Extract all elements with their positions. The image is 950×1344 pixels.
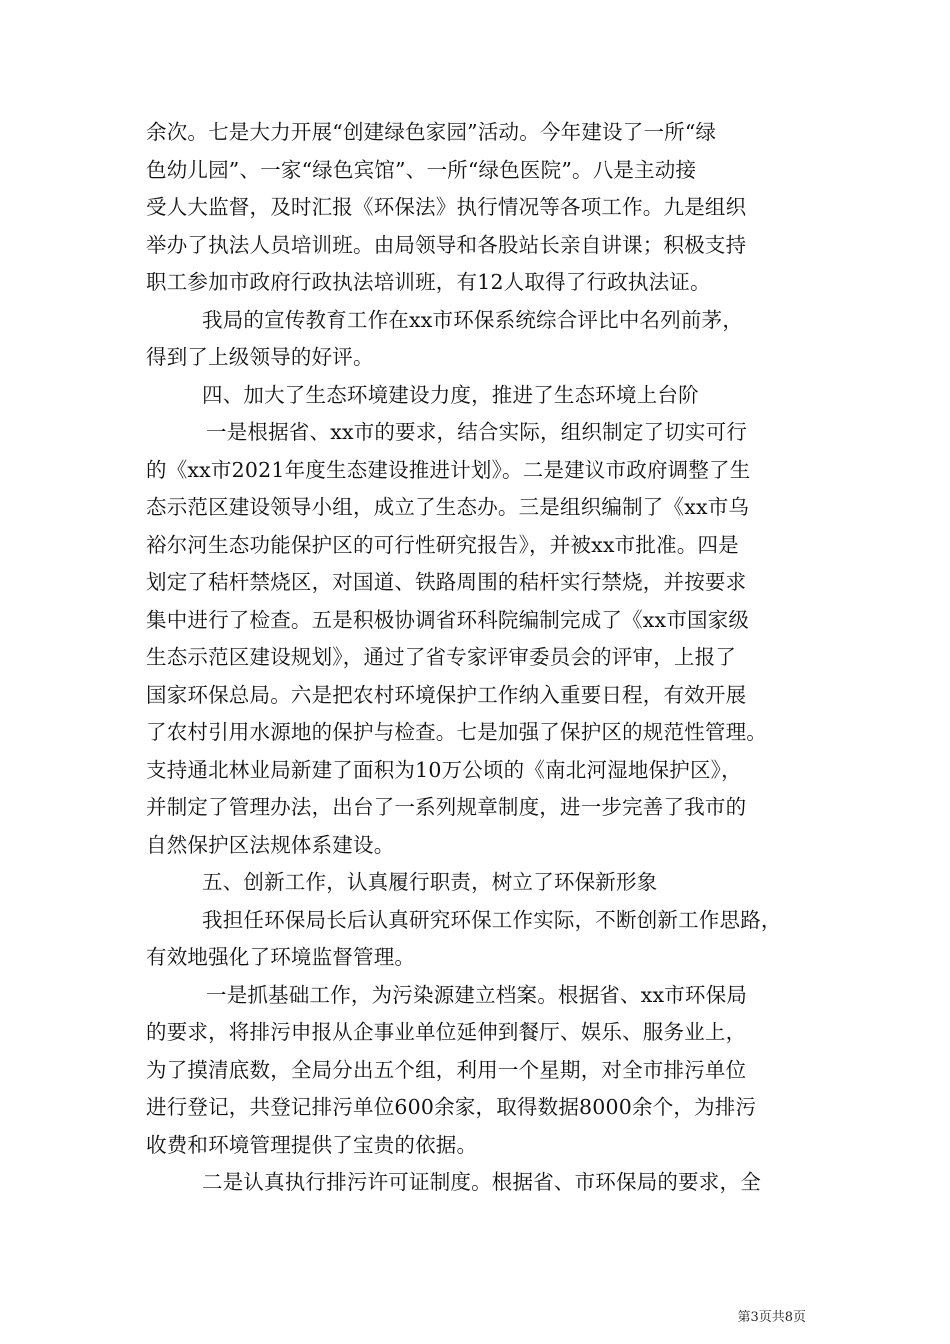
text-line: 态示范区建设领导小组，成立了生态办。三是组织编制了《xx市乌 bbox=[146, 495, 750, 519]
text-line: 得到了上级领导的好评。 bbox=[146, 345, 374, 369]
text-line: 举办了执法人员培训班。由局领导和各股站长亲自讲课；积极支持 bbox=[146, 232, 747, 257]
text-line: 我局的宣传教育工作在xx市环保系统综合评比中名列前茅， bbox=[202, 307, 744, 332]
text-line: 支持通北林业局新建了面积为10万公顷的《南北河湿地保护区》， bbox=[146, 757, 742, 782]
text-line: 的要求，将排污申报从企事业单位延伸到餐厅、娱乐、服务业上， bbox=[146, 1020, 747, 1044]
text-line: 划定了秸杆禁烧区，对国道、铁路周围的秸杆实行禁烧，并按要求 bbox=[146, 570, 747, 594]
text-line: 国家环保总局。六是把农村环境保护工作纳入重要日程，有效开展 bbox=[146, 682, 747, 707]
text-line: 生态示范区建设规划》，通过了省专家评审委员会的评审，上报了 bbox=[146, 645, 737, 669]
text-line: 余次。七是大力开展“创建绿色家园”活动。今年建设了一所“绿 bbox=[146, 120, 717, 144]
text-line: 我担任环保局长后认真研究环保工作实际，不断创新工作思路， bbox=[202, 907, 782, 932]
section-heading: 五、创新工作，认真履行职责，树立了环保新形象 bbox=[202, 870, 658, 894]
text-line: 集中进行了检查。五是积极协调省环科院编制完成了《xx市国家级 bbox=[146, 607, 750, 632]
text-line: 裕尔河生态功能保护区的可行性研究报告》，并被xx市批准。四是 bbox=[146, 532, 739, 557]
text-line: 一是抓基础工作，为污染源建立档案。根据省、xx市环保局 bbox=[206, 982, 748, 1007]
text-line: 为了摸清底数，全局分出五个组，利用一个星期，对全市排污单位 bbox=[146, 1057, 747, 1082]
text-line: 二是认真执行排污许可证制度。根据省、市环保局的要求，全 bbox=[202, 1170, 761, 1194]
text-line: 收费和环境管理提供了宝贵的依据。 bbox=[146, 1132, 478, 1157]
text-line: 并制定了管理办法，出台了一系列规章制度，进一步完善了我市的 bbox=[146, 795, 747, 819]
text-line: 的《xx市2021年度生态建设推进计划》。二是建议市政府调整了生 bbox=[146, 457, 751, 482]
text-line: 一是根据省、xx市的要求，结合实际，组织制定了切实可行 bbox=[206, 420, 748, 444]
text-line: 受人大监督，及时汇报《环保法》执行情况等各项工作。九是组织 bbox=[146, 195, 747, 219]
text-line: 了农村引用水源地的保护与检查。七是加强了保护区的规范性管理。 bbox=[146, 720, 767, 744]
page-number: 第3页共8页 bbox=[737, 1310, 806, 1325]
text-line: 进行登记，共登记排污单位600余家，取得数据8000余个，为排污 bbox=[146, 1095, 757, 1119]
text-line: 有效地强化了环境监督管理。 bbox=[146, 945, 416, 969]
text-line: 色幼儿园”、一家“绿色宾馆”、一所“绿色医院”。八是主动接 bbox=[146, 157, 697, 182]
text-line: 自然保护区法规体系建设。 bbox=[146, 832, 395, 857]
section-heading: 四、加大了生态环境建设力度，推进了生态环境上台阶 bbox=[202, 382, 699, 407]
text-line: 职工参加市政府行政执法培训班，有12人取得了行政执法证。 bbox=[146, 270, 711, 294]
document-body bbox=[146, 114, 826, 1202]
